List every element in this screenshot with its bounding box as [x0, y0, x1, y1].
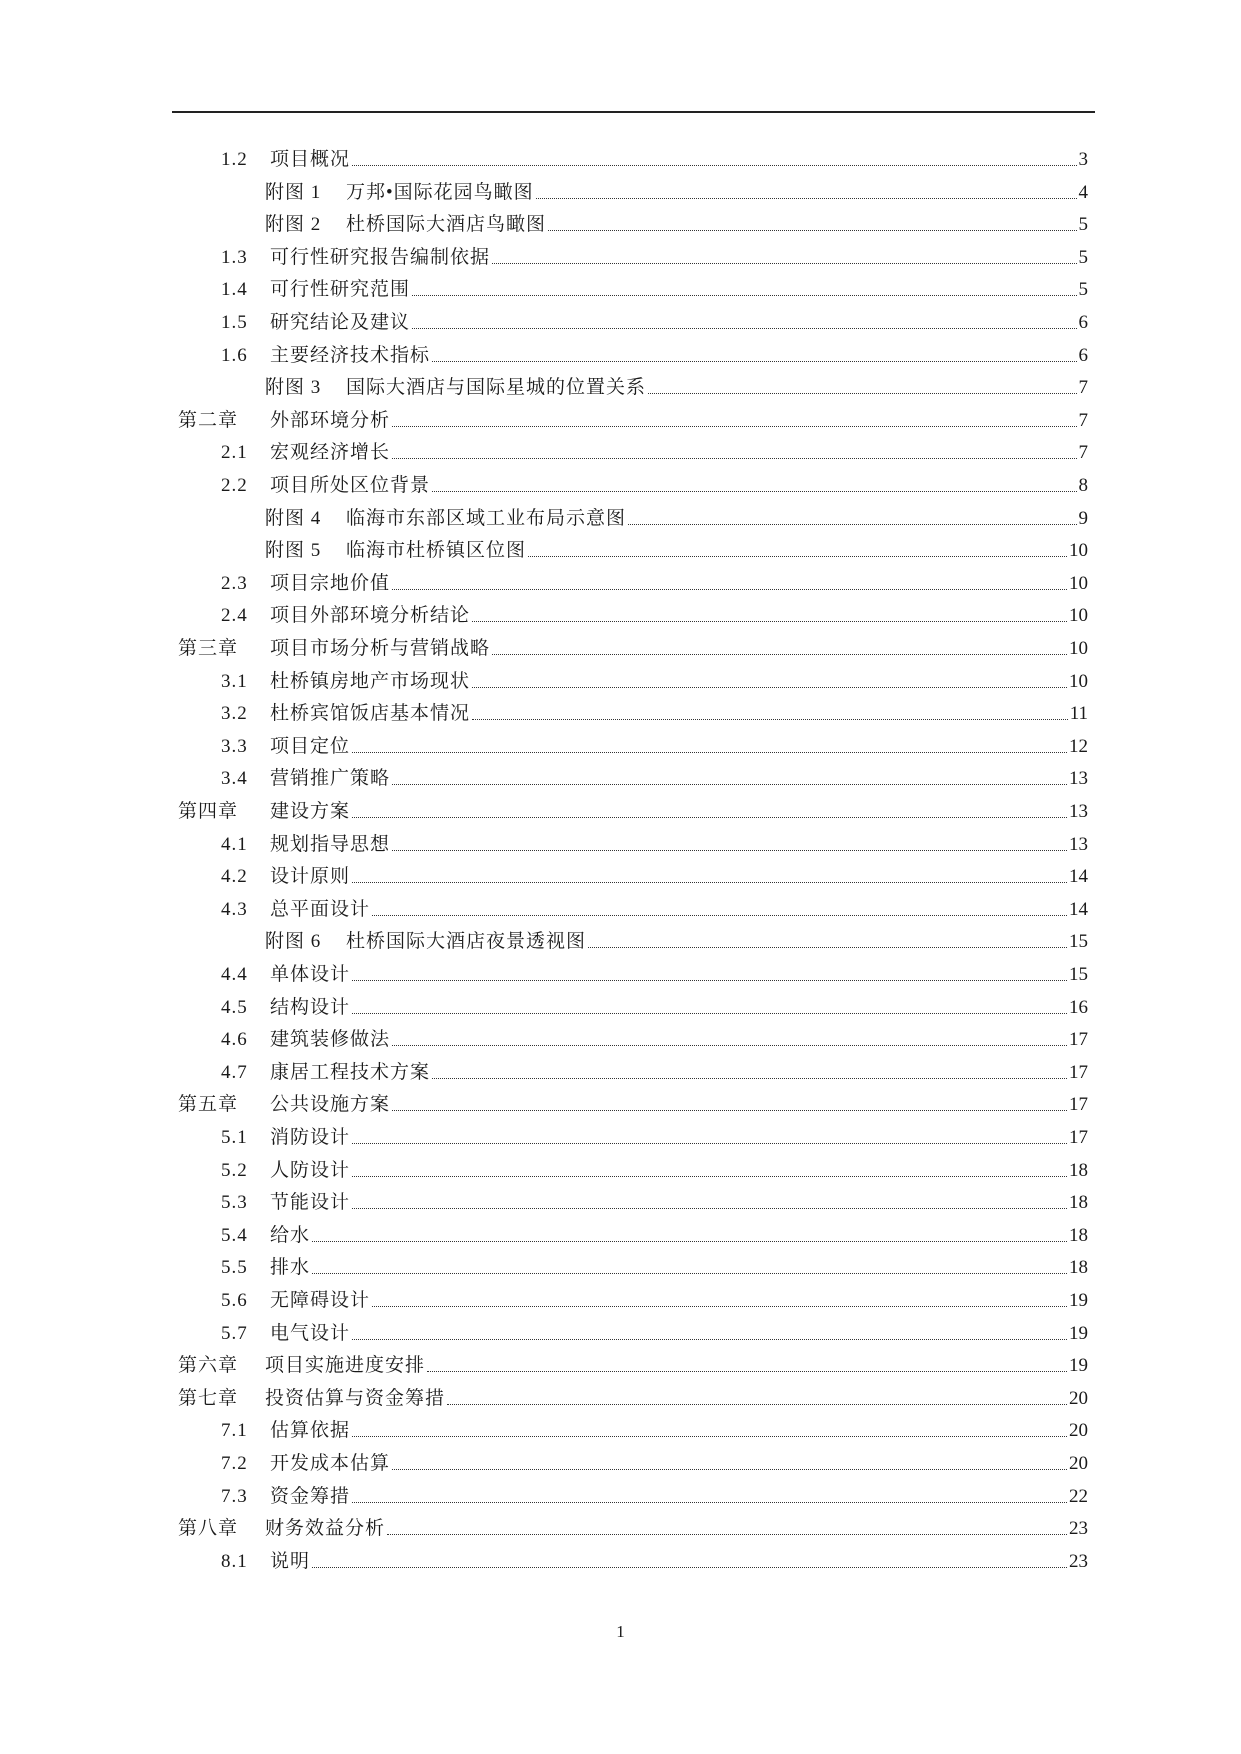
toc-dot-leader: [412, 328, 1076, 329]
toc-entry-number: 第四章: [178, 801, 239, 822]
toc-entry-number: 2.2: [221, 475, 248, 496]
toc-entry-page: 10: [1069, 670, 1088, 692]
toc-entry-title: 杜桥镇房地产市场现状: [270, 670, 471, 692]
toc-entry-page: 17: [1069, 1061, 1088, 1083]
toc-entry-title: 研究结论及建议: [270, 312, 411, 333]
toc-entry-title: 给水: [270, 1224, 311, 1246]
toc-entry-title: 结构设计: [270, 996, 351, 1018]
toc-entry[interactable]: [221, 1249, 1088, 1279]
toc-entry[interactable]: [178, 630, 1088, 660]
toc-entry-title: 估算依据: [270, 1420, 351, 1442]
toc-entry-title: 总平面设计: [270, 898, 371, 920]
toc-dot-leader: [472, 687, 1067, 688]
toc-entry-number: 3.4: [221, 768, 248, 790]
toc-entry[interactable]: [221, 1119, 1088, 1149]
toc-entry[interactable]: [221, 1478, 1088, 1508]
toc-entry-page: 18: [1069, 1257, 1088, 1279]
toc-dot-leader: [352, 882, 1067, 883]
toc-entry-number: 5.6: [221, 1290, 248, 1311]
toc-entry-page: 4: [1078, 181, 1088, 203]
toc-entry-page: 17: [1069, 1094, 1088, 1116]
toc-entry[interactable]: [221, 1152, 1088, 1182]
toc-entry-title: 节能设计: [270, 1192, 351, 1214]
toc-entry-number: 附图 5: [265, 540, 322, 562]
toc-entry-page: 17: [1069, 1127, 1088, 1148]
toc-entry-page: 6: [1078, 312, 1088, 333]
toc-entry[interactable]: [265, 369, 1088, 399]
toc-dot-leader: [472, 719, 1068, 720]
toc-entry[interactable]: [221, 565, 1088, 595]
toc-entry-page: 15: [1069, 931, 1088, 953]
toc-entry-number: 1.6: [221, 344, 248, 366]
page-number: 1: [616, 1622, 625, 1641]
toc-entry-number: 5.2: [221, 1159, 248, 1181]
toc-dot-leader: [312, 1273, 1067, 1274]
toc-entry-number: 1.5: [221, 312, 248, 333]
toc-dot-leader: [352, 1436, 1067, 1437]
toc-entry-title: 康居工程技术方案: [270, 1061, 431, 1083]
toc-entry[interactable]: [221, 434, 1088, 464]
toc-entry-page: 16: [1069, 996, 1088, 1018]
toc-entry-title: 人防设计: [270, 1159, 351, 1181]
toc-dot-leader: [352, 1502, 1067, 1503]
toc-dot-leader: [352, 1339, 1067, 1340]
toc-entry[interactable]: [221, 956, 1088, 986]
toc-entry[interactable]: [221, 239, 1088, 269]
toc-dot-leader: [392, 1045, 1067, 1046]
toc-entry-number: 2.3: [221, 572, 248, 594]
toc-dot-leader: [528, 556, 1067, 557]
toc-entry-number: 5.7: [221, 1322, 248, 1344]
toc-entry[interactable]: [221, 826, 1088, 856]
toc-dot-leader: [472, 621, 1067, 622]
toc-entry-page: 19: [1069, 1355, 1088, 1377]
toc-entry-title: 单体设计: [270, 964, 351, 985]
toc-entry[interactable]: [221, 597, 1088, 627]
toc-entry-number: 3.3: [221, 735, 248, 757]
toc-entry-title: 国际大酒店与国际星城的位置关系: [346, 377, 647, 399]
toc-entry[interactable]: [221, 1412, 1088, 1442]
toc-entry-title: 项目实施进度安排: [265, 1355, 426, 1377]
toc-entry-page: 7: [1078, 442, 1088, 464]
toc-entry-page: 20: [1069, 1453, 1088, 1474]
toc-entry[interactable]: [178, 793, 1088, 823]
toc-entry[interactable]: [221, 891, 1088, 921]
toc-dot-leader: [352, 165, 1076, 166]
toc-entry-title: 杜桥国际大酒店夜景透视图: [346, 931, 587, 953]
toc-entry-number: 2.1: [221, 442, 248, 464]
toc-dot-leader: [392, 426, 1076, 427]
toc-dot-leader: [648, 393, 1076, 394]
toc-entry-number: 第七章: [178, 1387, 239, 1409]
toc-entry-title: 宏观经济增长: [270, 442, 391, 464]
toc-entry-page: 11: [1069, 703, 1088, 725]
toc-dot-leader: [628, 524, 1076, 525]
toc-entry-page: 5: [1078, 246, 1088, 268]
toc-dot-leader: [492, 263, 1076, 264]
toc-entry-number: 4.4: [221, 964, 248, 985]
toc-entry-title: 项目概况: [270, 149, 351, 170]
toc-entry-page: 10: [1069, 605, 1088, 627]
toc-entry[interactable]: [221, 1184, 1088, 1214]
toc-entry[interactable]: [265, 206, 1088, 236]
toc-dot-leader: [392, 784, 1067, 785]
toc-entry-page: 18: [1069, 1224, 1088, 1246]
toc-entry-title: 无障碍设计: [270, 1290, 371, 1311]
toc-entry[interactable]: [221, 695, 1088, 725]
toc-entry-title: 资金筹措: [270, 1485, 351, 1507]
toc-dot-leader: [392, 589, 1067, 590]
toc-entry-number: 7.3: [221, 1485, 248, 1507]
toc-entry-title: 说明: [270, 1550, 311, 1572]
toc-entry[interactable]: [221, 467, 1088, 497]
toc-entry-title: 可行性研究报告编制依据: [270, 246, 491, 268]
toc-entry-title: 投资估算与资金筹措: [265, 1387, 446, 1409]
toc-entry-page: 9: [1078, 507, 1088, 529]
toc-entry-number: 3.1: [221, 670, 248, 692]
toc-entry-page: 5: [1078, 214, 1088, 236]
toc-entry[interactable]: [265, 923, 1088, 953]
toc-entry[interactable]: [221, 304, 1088, 334]
toc-entry-title: 杜桥国际大酒店鸟瞰图: [346, 214, 547, 236]
toc-entry-title: 项目定位: [270, 735, 351, 757]
toc-entry-number: 5.4: [221, 1224, 248, 1246]
toc-entry-page: 3: [1078, 149, 1088, 170]
toc-entry-page: 15: [1069, 964, 1088, 985]
toc-entry-page: 5: [1078, 279, 1088, 301]
toc-entry-page: 10: [1069, 540, 1088, 562]
toc-entry-title: 建筑装修做法: [270, 1029, 391, 1051]
toc-entry[interactable]: [221, 858, 1088, 888]
toc-entry-title: 万邦•国际花园鸟瞰图: [346, 181, 534, 203]
toc-entry-number: 5.1: [221, 1127, 248, 1148]
toc-dot-leader: [392, 1469, 1067, 1470]
toc-dot-leader: [372, 1306, 1067, 1307]
toc-dot-leader: [352, 817, 1067, 818]
toc-entry[interactable]: [265, 174, 1088, 204]
toc-entry[interactable]: [221, 1315, 1088, 1345]
toc-entry[interactable]: [221, 1217, 1088, 1247]
toc-entry-number: 第八章: [178, 1518, 239, 1540]
toc-entry-page: 13: [1069, 801, 1088, 822]
toc-entry-page: 23: [1069, 1518, 1088, 1540]
toc-entry-page: 20: [1069, 1387, 1088, 1409]
toc-entry-number: 7.1: [221, 1420, 248, 1442]
toc-entry[interactable]: [221, 271, 1088, 301]
toc-entry-number: 第六章: [178, 1355, 239, 1377]
toc-entry[interactable]: [221, 1282, 1088, 1312]
toc-entry-page: 14: [1069, 866, 1088, 888]
toc-entry-page: 19: [1069, 1290, 1088, 1311]
toc-entry-number: 1.2: [221, 149, 248, 170]
toc-entry-title: 排水: [270, 1257, 311, 1279]
toc-entry-page: 17: [1069, 1029, 1088, 1051]
toc-dot-leader: [412, 295, 1076, 296]
toc-entry-title: 项目宗地价值: [270, 572, 391, 594]
toc-entry-title: 临海市杜桥镇区位图: [346, 540, 527, 562]
toc-entry-title: 主要经济技术指标: [270, 344, 431, 366]
toc-entry[interactable]: [178, 1347, 1088, 1377]
toc-entry-page: 10: [1069, 638, 1088, 659]
toc-entry-page: 10: [1069, 572, 1088, 594]
toc-entry-page: 23: [1069, 1550, 1088, 1572]
toc-entry[interactable]: [221, 1445, 1088, 1475]
toc-entry-number: 附图 1: [265, 181, 322, 203]
toc-entry[interactable]: [265, 500, 1088, 530]
toc-dot-leader: [392, 458, 1076, 459]
toc-entry-page: 19: [1069, 1322, 1088, 1344]
toc-entry-title: 项目市场分析与营销战略: [270, 638, 491, 659]
toc-dot-leader: [447, 1404, 1067, 1405]
toc-entry-number: 5.3: [221, 1192, 248, 1214]
toc-entry-page: 20: [1069, 1420, 1088, 1442]
toc-entry-title: 财务效益分析: [265, 1518, 386, 1540]
toc-entry-number: 1.4: [221, 279, 248, 301]
toc-entry-page: 7: [1078, 377, 1088, 399]
toc-entry-title: 外部环境分析: [270, 409, 391, 431]
toc-entry-title: 可行性研究范围: [270, 279, 411, 301]
toc-dot-leader: [432, 491, 1076, 492]
toc-dot-leader: [588, 947, 1067, 948]
toc-entry-number: 附图 4: [265, 507, 322, 529]
toc-entry-number: 4.7: [221, 1061, 248, 1083]
toc-entry-title: 杜桥宾馆饭店基本情况: [270, 703, 471, 725]
toc-dot-leader: [352, 752, 1067, 753]
toc-dot-leader: [392, 850, 1067, 851]
toc-entry-number: 5.5: [221, 1257, 248, 1279]
toc-dot-leader: [432, 361, 1076, 362]
toc-entry-page: 8: [1078, 475, 1088, 496]
toc-entry-page: 18: [1069, 1159, 1088, 1181]
toc-entry-page: 14: [1069, 898, 1088, 920]
toc-dot-leader: [387, 1534, 1067, 1535]
toc-entry-number: 4.5: [221, 996, 248, 1018]
toc-entry-page: 13: [1069, 833, 1088, 855]
toc-entry[interactable]: [178, 402, 1088, 432]
toc-entry-title: 电气设计: [270, 1322, 351, 1344]
toc-entry[interactable]: [221, 663, 1088, 693]
toc-entry[interactable]: [221, 989, 1088, 1019]
toc-entry-title: 项目外部环境分析结论: [270, 605, 471, 627]
toc-entry-title: 消防设计: [270, 1127, 351, 1148]
toc-dot-leader: [352, 980, 1067, 981]
toc-entry-number: 7.2: [221, 1453, 248, 1474]
toc-dot-leader: [372, 915, 1067, 916]
toc-entry[interactable]: [265, 532, 1088, 562]
toc-entry[interactable]: [221, 337, 1088, 367]
toc-dot-leader: [312, 1241, 1067, 1242]
toc-dot-leader: [536, 198, 1077, 199]
toc-dot-leader: [312, 1567, 1067, 1568]
toc-entry-page: 6: [1078, 344, 1088, 366]
toc-entry-title: 规划指导思想: [270, 833, 391, 855]
toc-entry-page: 22: [1069, 1485, 1088, 1507]
toc-entry-number: 4.2: [221, 866, 248, 888]
toc-entry-title: 开发成本估算: [270, 1453, 391, 1474]
toc-dot-leader: [427, 1371, 1067, 1372]
toc-entry-title: 营销推广策略: [270, 768, 391, 790]
toc-entry-title: 项目所处区位背景: [270, 475, 431, 496]
toc-dot-leader: [548, 230, 1076, 231]
toc-dot-leader: [352, 1208, 1067, 1209]
toc-entry-title: 设计原则: [270, 866, 351, 888]
toc-entry[interactable]: [178, 1086, 1088, 1116]
toc-entry-number: 2.4: [221, 605, 248, 627]
toc-entry-number: 第二章: [178, 409, 239, 431]
toc-entry-number: 4.6: [221, 1029, 248, 1051]
toc-dot-leader: [392, 1110, 1067, 1111]
toc-entry-number: 第三章: [178, 638, 239, 659]
toc-entry-title: 公共设施方案: [270, 1094, 391, 1116]
header-rule: [172, 111, 1095, 113]
toc-entry-number: 附图 6: [265, 931, 322, 953]
toc-entry[interactable]: [221, 1054, 1088, 1084]
toc-entry-page: 18: [1069, 1192, 1088, 1214]
toc-entry[interactable]: [178, 1380, 1088, 1410]
toc-entry-number: 第五章: [178, 1094, 239, 1116]
toc-entry-number: 附图 3: [265, 377, 322, 399]
toc-entry[interactable]: [221, 1543, 1088, 1573]
toc-entry-number: 4.1: [221, 833, 248, 855]
toc-entry[interactable]: [221, 728, 1088, 758]
toc-entry-number: 1.3: [221, 246, 248, 268]
toc-entry[interactable]: [221, 141, 1088, 171]
toc-entry-number: 8.1: [221, 1550, 248, 1572]
toc-entry-number: 附图 2: [265, 214, 322, 236]
toc-entry[interactable]: [221, 1021, 1088, 1051]
toc-entry-page: 7: [1078, 409, 1088, 431]
toc-entry[interactable]: [221, 760, 1088, 790]
toc-entry-page: 13: [1069, 768, 1088, 790]
toc-entry[interactable]: [178, 1510, 1088, 1540]
toc-dot-leader: [352, 1176, 1067, 1177]
toc-dot-leader: [352, 1143, 1067, 1144]
toc-entry-number: 3.2: [221, 703, 248, 725]
toc-entry-number: 4.3: [221, 898, 248, 920]
toc-entry-title: 临海市东部区域工业布局示意图: [346, 507, 627, 529]
toc-dot-leader: [352, 1013, 1067, 1014]
toc-dot-leader: [432, 1078, 1067, 1079]
toc-entry-title: 建设方案: [270, 801, 351, 822]
toc-entry-page: 12: [1069, 735, 1088, 757]
toc-dot-leader: [492, 654, 1067, 655]
